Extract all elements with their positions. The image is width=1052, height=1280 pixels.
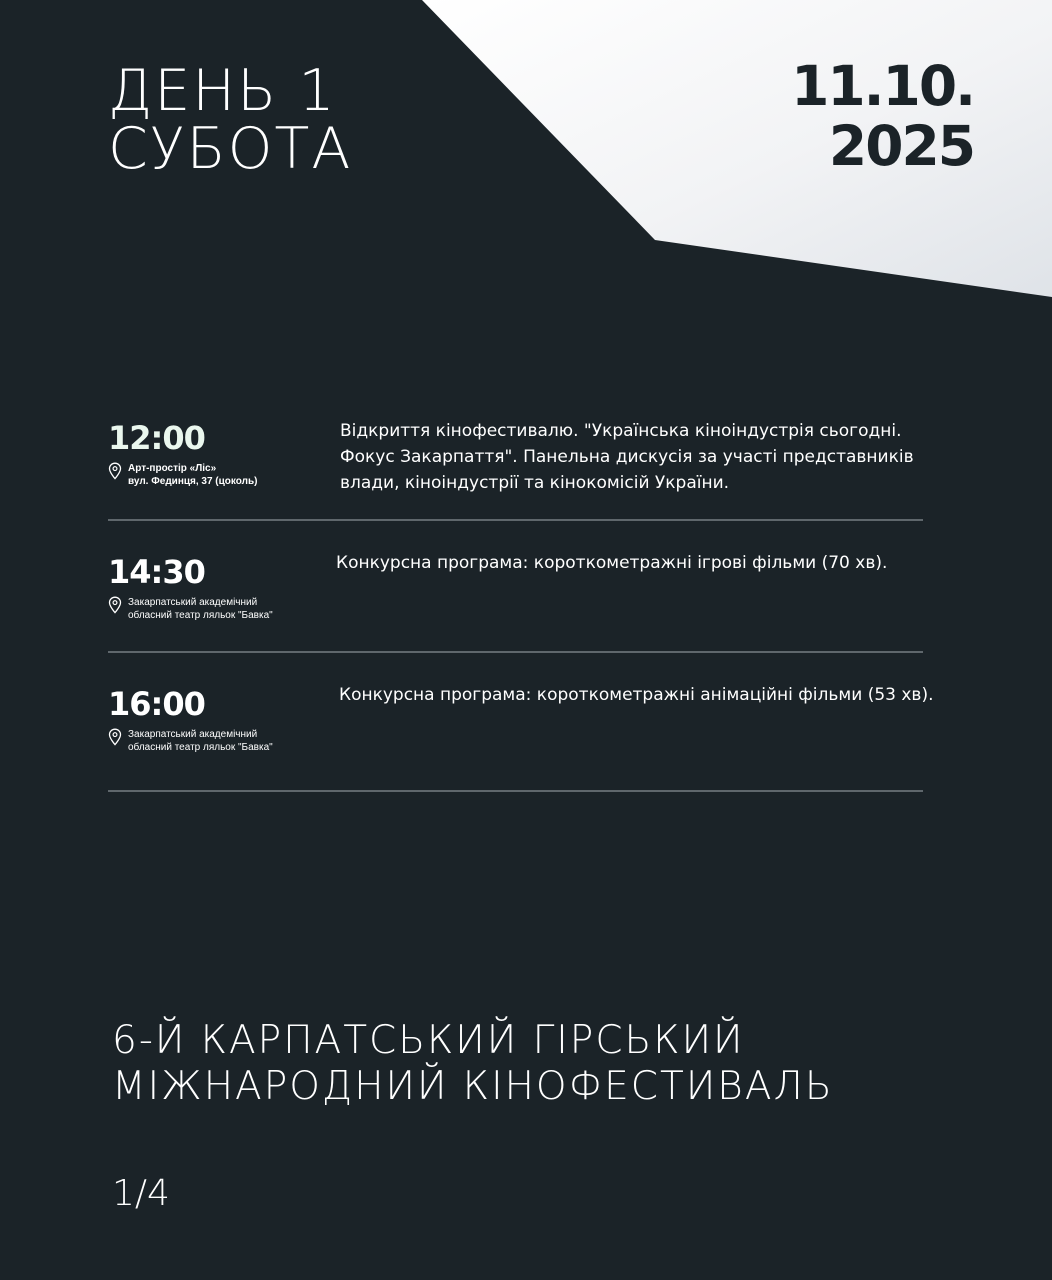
venue-address: обласний театр ляльок "Бавка" xyxy=(128,610,273,621)
venue-name: Закарпатський академічний xyxy=(128,729,258,740)
day-weekday: СУБОТА xyxy=(108,116,353,182)
location-pin-icon xyxy=(108,462,122,480)
divider xyxy=(108,651,923,653)
event-description: Конкурсна програма: короткометражні ігрові фільми (70 хв). xyxy=(336,553,888,573)
venue-address: вул. Фединця, 37 (цоколь) xyxy=(128,476,258,487)
event-time: 12:00 xyxy=(108,419,205,457)
festival-title: 6-Й КАРПАТСЬКИЙ ГІРСЬКИЙ МІЖНАРОДНИЙ КІНОФЕСТИВАЛЬ xyxy=(112,1018,834,1109)
divider xyxy=(108,519,923,521)
schedule-item xyxy=(108,682,934,794)
event-description: Відкриття кінофестивалю. "Українська кіноіндустрія сьогодні. Фокус Закарпаття". Панельна дискусія за участі представників влади, кіноіндустрії та кінокомісій України. xyxy=(340,421,914,493)
date-year: 2025 xyxy=(828,114,974,178)
venue-address: обласний театр ляльок "Бавка" xyxy=(128,742,273,753)
event-time: 16:00 xyxy=(108,685,205,723)
event-venue xyxy=(108,596,273,622)
event-venue xyxy=(108,462,257,488)
schedule-item xyxy=(108,550,923,654)
venue-name: Арт-простір «Ліс» xyxy=(128,463,217,474)
venue-name: Закарпатський академічний xyxy=(128,597,258,608)
location-pin-icon xyxy=(108,728,122,746)
day-number: ДЕНЬ 1 xyxy=(108,58,337,124)
schedule-item xyxy=(108,418,923,522)
location-pin-icon xyxy=(108,596,122,614)
event-date xyxy=(791,56,974,176)
divider xyxy=(108,790,923,792)
page-indicator: 1/4 xyxy=(112,1173,170,1214)
event-venue xyxy=(108,728,273,754)
event-time: 14:30 xyxy=(108,553,205,591)
date-day-month: 11.10. xyxy=(791,54,974,118)
day-title xyxy=(108,58,353,182)
event-description: Конкурсна програма: короткометражні анімаційні фільми (53 хв). xyxy=(339,685,934,705)
